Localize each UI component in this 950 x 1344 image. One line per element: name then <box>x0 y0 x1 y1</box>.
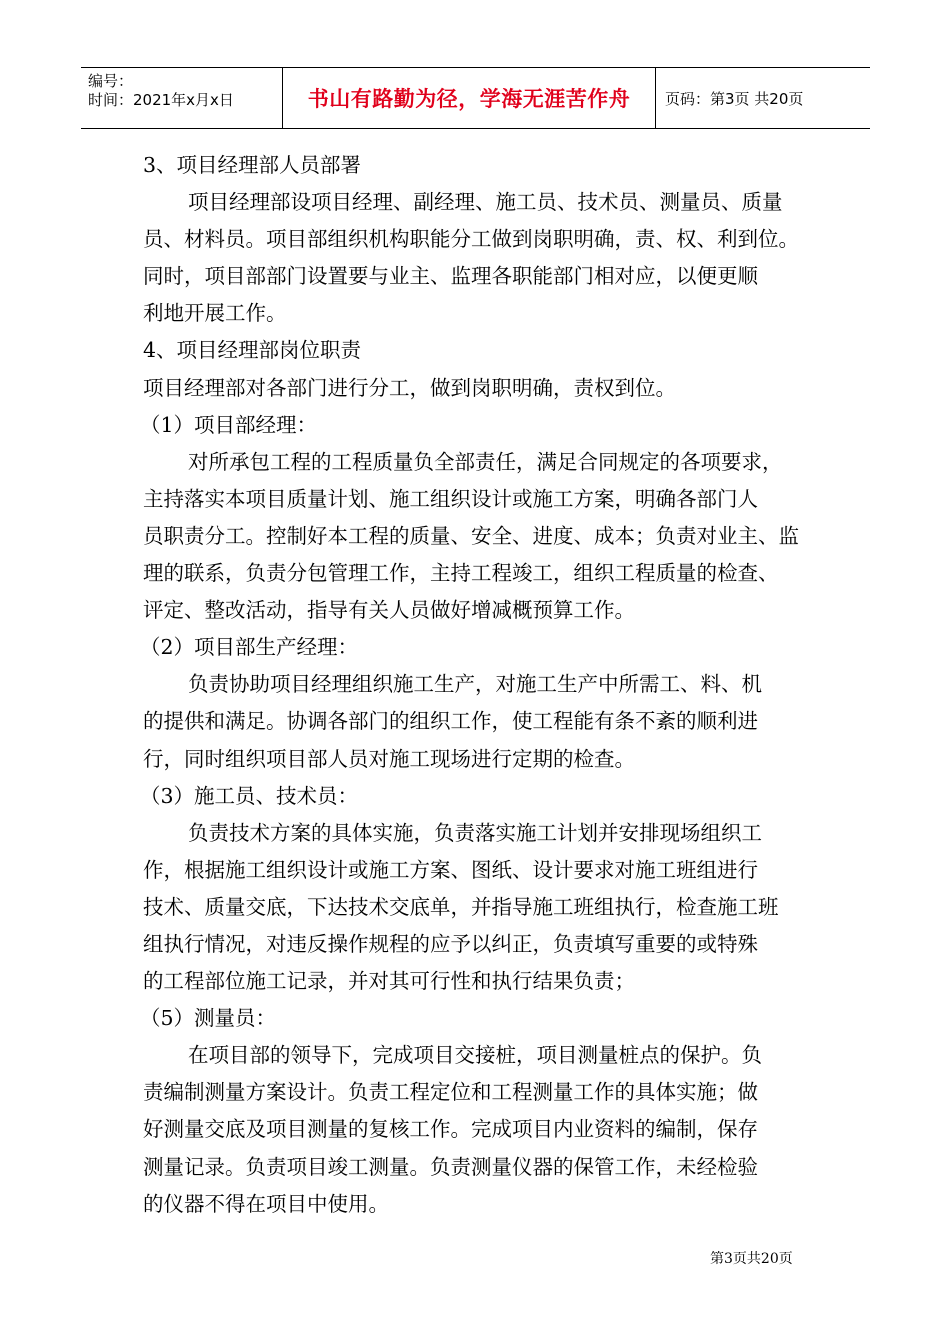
body-line: 责编制测量方案设计。负责工程定位和工程测量工作的具体实施；做 <box>143 1080 758 1105</box>
body-line: 测量记录。负责项目竣工测量。负责测量仪器的保管工作，未经检验 <box>143 1154 758 1179</box>
body-line: 在项目部的领导下，完成项目交接桩，项目测量桩点的保护。负 <box>188 1043 762 1068</box>
body-line: 主持落实本项目质量计划、施工组织设计或施工方案，明确各部门人 <box>143 486 758 511</box>
body-line: 的仪器不得在项目中使用。 <box>143 1191 389 1216</box>
body-line: 员、材料员。项目部组织机构职能分工做到岗职明确，责、权、利到位。 <box>143 227 799 252</box>
body-line: 项目经理部对各部门进行分工，做到岗职明确，责权到位。 <box>143 375 676 400</box>
header-page-info: 页码：第3页 共20页 <box>665 89 804 108</box>
body-line: 对所承包工程的工程质量负全部责任，满足合同规定的各项要求， <box>188 449 783 474</box>
body-line: 负责协助项目经理组织施工生产，对施工生产中所需工、料、机 <box>188 672 762 697</box>
body-line: 利地开展工作。 <box>143 301 287 326</box>
body-line: 员职责分工。控制好本工程的质量、安全、进度、成本；负责对业主、监 <box>143 523 799 548</box>
document-number-label: 编号： <box>88 72 134 90</box>
body-line: 好测量交底及项目测量的复核工作。完成项目内业资料的编制，保存 <box>143 1117 758 1142</box>
page-header <box>81 67 870 129</box>
body-line: （2）项目部生产经理： <box>140 635 359 660</box>
body-line: 的工程部位施工记录，并对其可行性和执行结果负责； <box>143 969 635 994</box>
body-line: 组执行情况，对违反操作规程的应予以纠正，负责填写重要的或特殊 <box>143 931 758 956</box>
body-line: （1）项目部经理： <box>140 412 318 437</box>
document-date-label: 时间：2021年x月x日 <box>88 91 234 109</box>
header-motto: 书山有路勤为径，学海无涯苦作舟 <box>283 68 656 128</box>
body-line: 行，同时组织项目部人员对施工现场进行定期的检查。 <box>143 746 635 771</box>
body-line: 评定、整改活动，指导有关人员做好增减概预算工作。 <box>143 598 635 623</box>
document-body <box>140 147 823 1223</box>
body-line: 作，根据施工组织设计或施工方案、图纸、设计要求对施工班组进行 <box>143 857 758 882</box>
body-line: （5）测量员： <box>140 1006 277 1031</box>
body-line: 负责技术方案的具体实施，负责落实施工计划并安排现场组织工 <box>188 820 762 845</box>
body-line: 技术、质量交底，下达技术交底单，并指导施工班组执行，检查施工班 <box>143 894 779 919</box>
header-meta <box>81 68 283 128</box>
body-line: 项目经理部设项目经理、副经理、施工员、技术员、测量员、质量 <box>188 190 783 215</box>
body-line: 4、项目经理部岗位职责 <box>143 338 362 363</box>
body-line: （3）施工员、技术员： <box>140 783 359 808</box>
body-line: 同时，项目部部门设置要与业主、监理各职能部门相对应，以便更顺 <box>143 264 758 289</box>
body-line: 的提供和满足。协调各部门的组织工作，使工程能有条不紊的顺利进 <box>143 709 758 734</box>
body-line: 3、项目经理部人员部署 <box>143 153 362 177</box>
page-footer: 第3页共20页 <box>710 1251 793 1267</box>
body-line: 理的联系，负责分包管理工作，主持工程竣工，组织工程质量的检查、 <box>143 561 779 586</box>
